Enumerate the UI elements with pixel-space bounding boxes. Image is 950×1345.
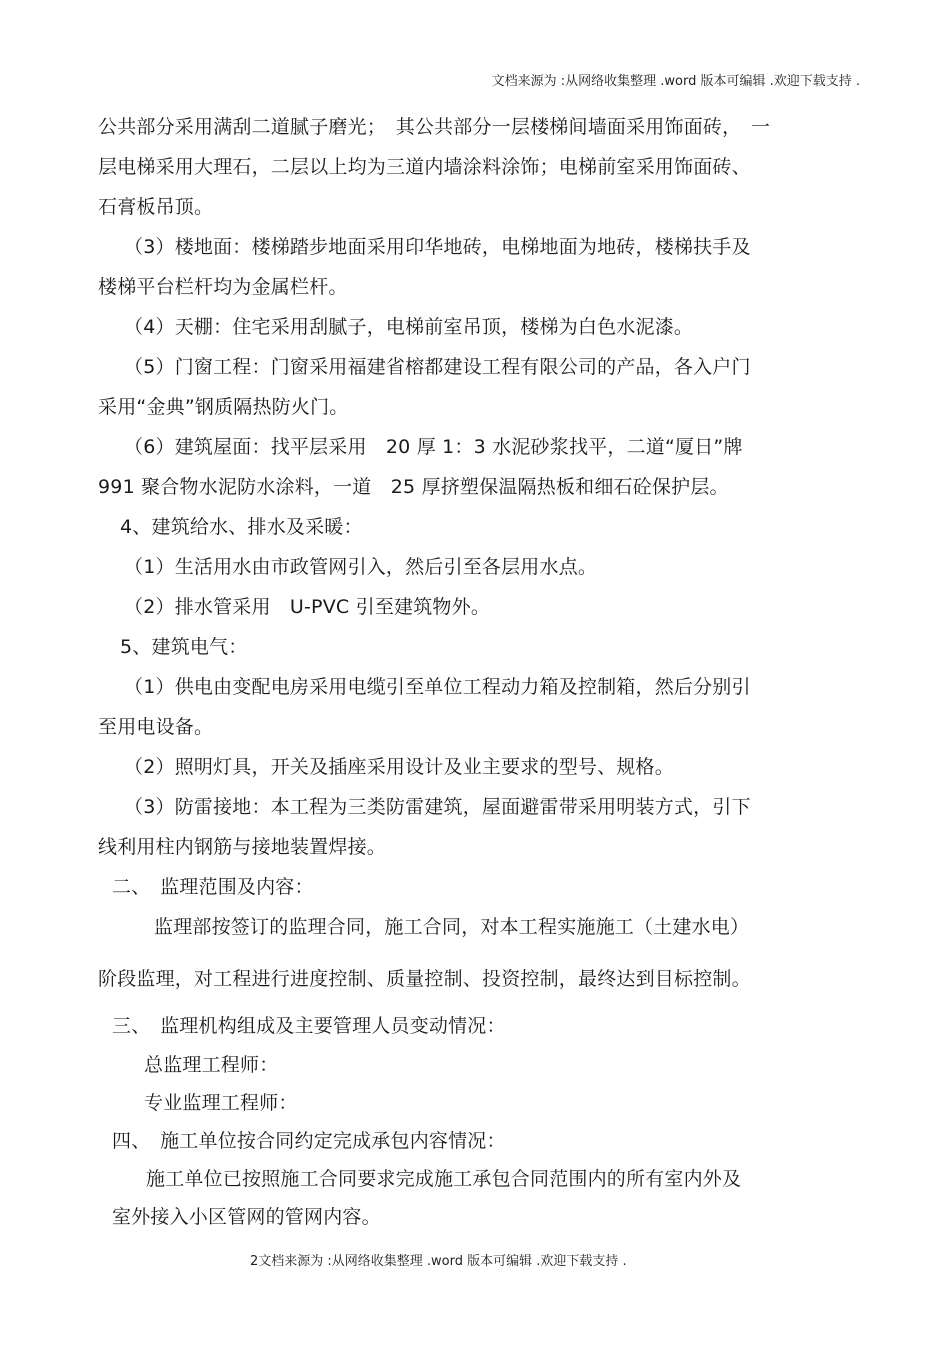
body-line: （3）楼地面：楼梯踏步地面采用印华地砖，电梯地面为地砖，楼梯扶手及 [124, 236, 751, 258]
body-line: 层电梯采用大理石，二层以上均为三道内墙涂料涂饰；电梯前室采用饰面砖、 [98, 156, 751, 178]
body-line: 公共部分采用满刮二道腻子磨光； 其公共部分一层楼梯间墙面采用饰面砖， 一 [98, 116, 771, 138]
body-line: 总监理工程师： [144, 1054, 279, 1076]
page-footer: 2文档来源为 :从网络收集整理 .word 版本可编辑 .欢迎下载支持 . [250, 1254, 627, 1269]
body-line: 专业监理工程师： [144, 1092, 298, 1114]
section-heading: 4、建筑给水、排水及采暖： [120, 516, 363, 538]
body-line: 楼梯平台栏杆均为金属栏杆。 [98, 276, 348, 298]
section-heading: 三、 监理机构组成及主要管理人员变动情况： [112, 1015, 506, 1037]
section-heading: 四、 施工单位按合同约定完成承包内容情况： [112, 1130, 506, 1152]
body-line: （6）建筑屋面：找平层采用 20 厚 1：3 水泥砂浆找平，二道“厦日”牌 [124, 436, 743, 458]
body-line: 阶段监理，对工程进行进度控制、质量控制、投资控制，最终达到目标控制。 [98, 968, 751, 990]
body-line: 石膏板吊顶。 [98, 196, 214, 218]
body-line: 采用“金典”钢质隔热防火门。 [98, 396, 349, 418]
body-line: （5）门窗工程：门窗采用福建省榕都建设工程有限公司的产品，各入户门 [124, 356, 751, 378]
body-line: （1）生活用水由市政管网引入，然后引至各层用水点。 [124, 556, 598, 578]
section-heading: 5、建筑电气： [120, 636, 248, 658]
body-line: 室外接入小区管网的管网内容。 [112, 1206, 381, 1228]
body-line: 监理部按签订的监理合同，施工合同，对本工程实施施工（土建水电） [154, 916, 750, 938]
section-heading: 二、 监理范围及内容： [112, 876, 314, 898]
body-line: （4）天棚：住宅采用刮腻子，电梯前室吊顶，楼梯为白色水泥漆。 [124, 316, 694, 338]
body-line: （2）排水管采用 U-PVC 引至建筑物外。 [124, 596, 491, 618]
body-line: 线利用柱内钢筋与接地装置焊接。 [98, 836, 387, 858]
body-line: （3）防雷接地：本工程为三类防雷建筑，屋面避雷带采用明装方式，引下 [124, 796, 751, 818]
body-line: （1）供电由变配电房采用电缆引至单位工程动力箱及控制箱，然后分别引 [124, 676, 751, 698]
body-line: 至用电设备。 [98, 716, 214, 738]
page-header: 文档来源为 :从网络收集整理 .word 版本可编辑 .欢迎下载支持 . [491, 74, 860, 89]
body-line: （2）照明灯具，开关及插座采用设计及业主要求的型号、规格。 [124, 756, 674, 778]
body-line: 施工单位已按照施工合同要求完成施工承包合同范围内的所有室内外及 [146, 1168, 742, 1190]
body-line: 991 聚合物水泥防水涂料，一道 25 厚挤塑保温隔热板和细石砼保护层。 [98, 476, 729, 498]
